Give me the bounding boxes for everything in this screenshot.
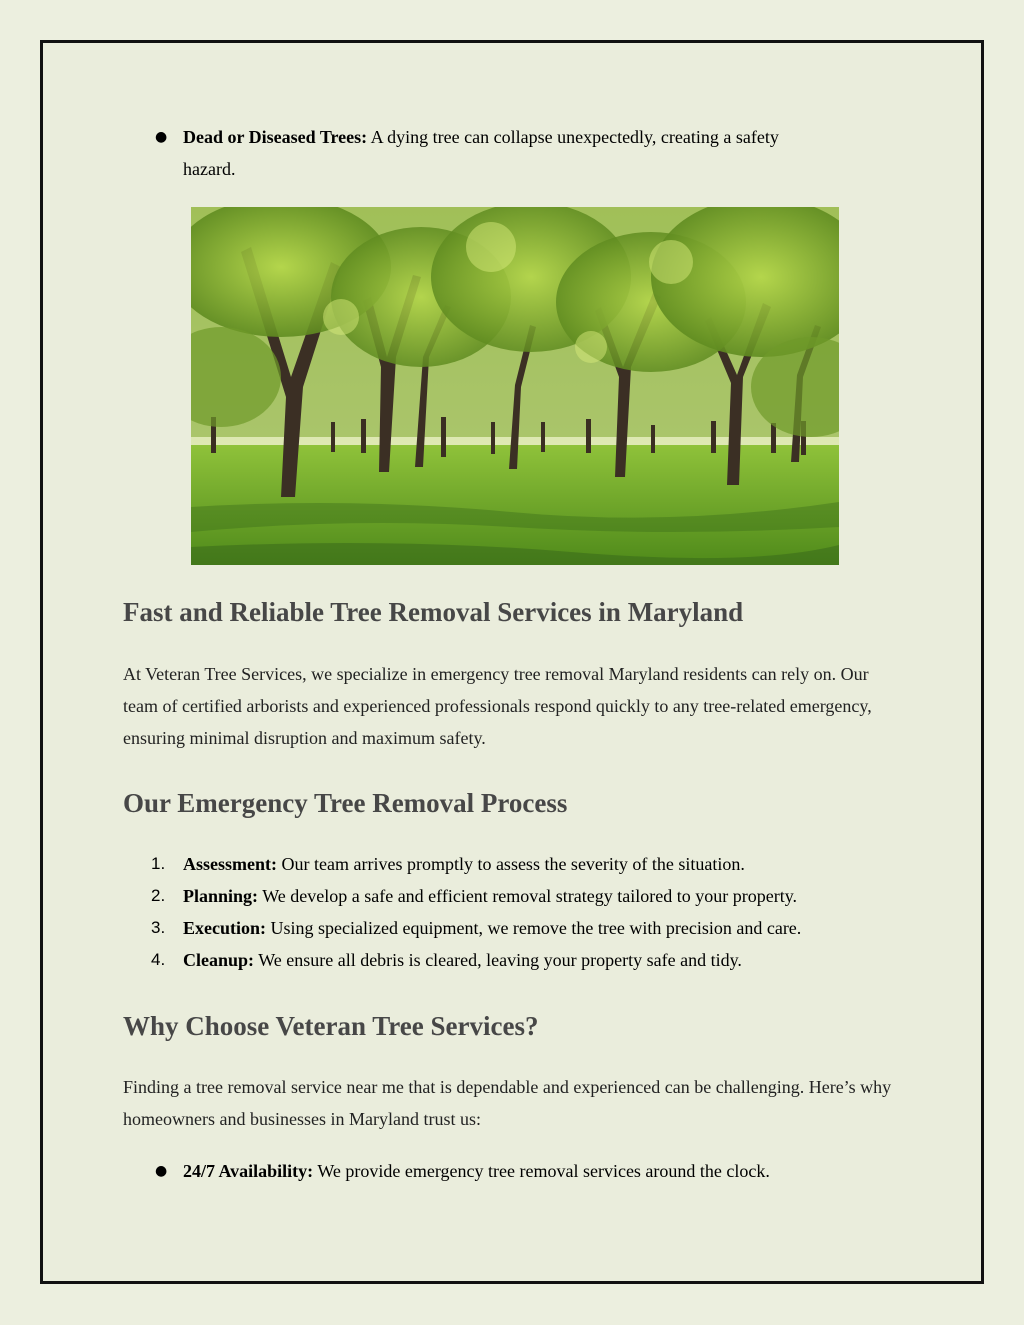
section-paragraph: At Veteran Tree Services, we specialize in emergency tree removal Maryland residents can rely on. Our team of certified arborists and experienced professionals respond quickly to any tree-related emergency, ensuring minimal disruption and maximum safety. (123, 664, 872, 748)
document-page (40, 40, 984, 1284)
list-item (123, 1155, 903, 1187)
list-item (123, 880, 903, 912)
list-number: 2. (151, 886, 166, 905)
section-heading: Fast and Reliable Tree Removal Services in Maryland (123, 597, 744, 627)
list-item (123, 848, 903, 880)
step-text: We develop a safe and efficient removal strategy tailored to your property. (258, 886, 798, 906)
bullet-text: A dying tree can collapse unexpectedly, creating a safety hazard. (183, 127, 779, 179)
step-term: Execution: (183, 918, 266, 938)
step-term: Planning: (183, 886, 259, 906)
bullet-icon: ● (155, 129, 168, 145)
step-term: Assessment: (183, 854, 277, 874)
step-term: Cleanup: (183, 950, 255, 970)
park-trees-photo (191, 207, 839, 565)
step-text: Our team arrives promptly to assess the severity of the situation. (277, 854, 745, 874)
section-heading: Why Choose Veteran Tree Services? (123, 1011, 539, 1041)
list-item (123, 944, 903, 976)
benefits-bullet-list (123, 1155, 903, 1187)
step-text: We ensure all debris is cleared, leaving your property safe and tidy. (254, 950, 742, 970)
bullet-term: 24/7 Availability: (183, 1161, 314, 1181)
section-heading: Our Emergency Tree Removal Process (123, 788, 568, 818)
step-text: Using specialized equipment, we remove the tree with precision and care. (266, 918, 802, 938)
bullet-icon: ● (155, 1163, 168, 1179)
bullet-term: Dead or Diseased Trees: (183, 127, 368, 147)
section-paragraph: Finding a tree removal service near me that is dependable and experienced can be challenging. Here’s why homeowners and businesses in Maryland trust us: (123, 1077, 892, 1129)
list-item (123, 121, 823, 185)
list-number: 3. (151, 918, 166, 937)
bullet-text: We provide emergency tree removal services around the clock. (313, 1161, 770, 1181)
list-number: 4. (151, 950, 166, 969)
list-number: 1. (151, 854, 166, 873)
list-item (123, 912, 903, 944)
intro-bullet-list (123, 121, 823, 185)
process-steps-list (123, 848, 903, 976)
